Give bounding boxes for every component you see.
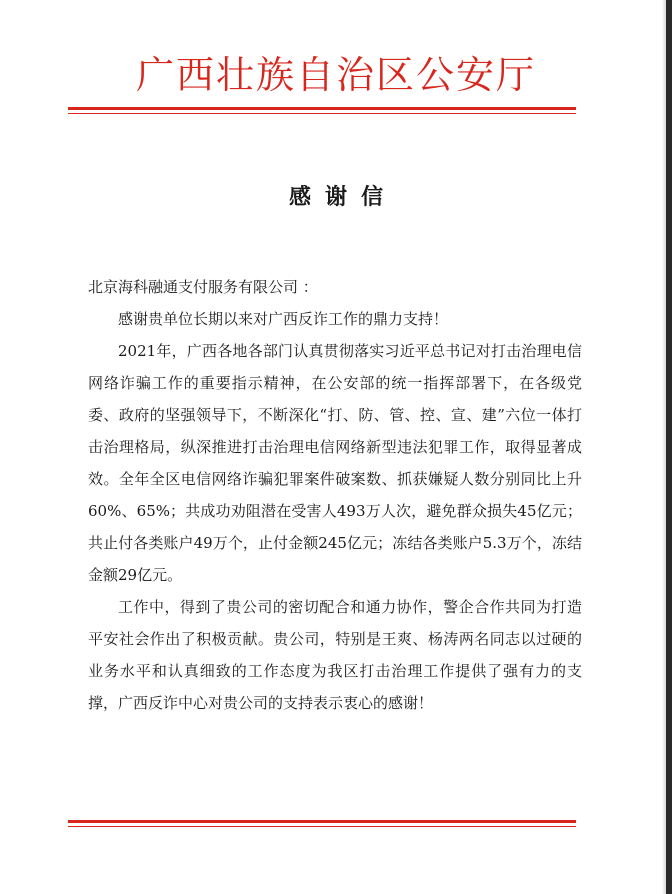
- letterhead-rule-thick: [68, 107, 576, 110]
- footer-rule-thin: [68, 826, 576, 827]
- paragraph-achievements: 2021年，广西各地各部门认真贯彻落实习近平总书记对打击治理电信网络诈骗工作的重要指示精神，在公安部的统一指挥部署下，在各级党委、政府的坚强领导下，不断深化“打、防、管、控、宣、建”六位一体打击治理格局，纵深推进打击治理电信网络新型违法犯罪工作，取得显著成效。全年全区电信网络诈骗犯罪案件破案数、抓获嫌疑人数分别同比上升60%、65%；共成功劝阻潜在受害人493万人次，避免群众损失45亿元；共止付各类账户49万个，止付金额245亿元；冻结各类账户5.3万个，冻结金额29亿元。: [88, 342, 582, 584]
- letterhead-rule-thin: [68, 113, 576, 114]
- letter-body: [88, 271, 582, 719]
- paragraph-cooperation: 工作中，得到了贵公司的密切配合和通力协作，警企合作共同为打造平安社会作出了积极贡献。贵公司，特别是王爽、杨涛两名同志以过硬的业务水平和认真细致的工作态度为我区打击治理工作提供了强有力的支撑，广西反诈中心对贵公司的支持表示衷心的感谢！: [88, 598, 582, 712]
- page-edge: [666, 0, 672, 894]
- footer-rule-thick: [68, 820, 576, 823]
- document-title: 感谢信: [288, 185, 397, 210]
- recipient-line: 北京海科融通支付服务有限公司 ：: [88, 278, 318, 296]
- paragraph-thanks: 感谢贵单位长期以来对广西反诈工作的鼎力支持！: [118, 310, 449, 328]
- letterhead-org-name: 广西壮族自治区公安厅: [135, 53, 536, 97]
